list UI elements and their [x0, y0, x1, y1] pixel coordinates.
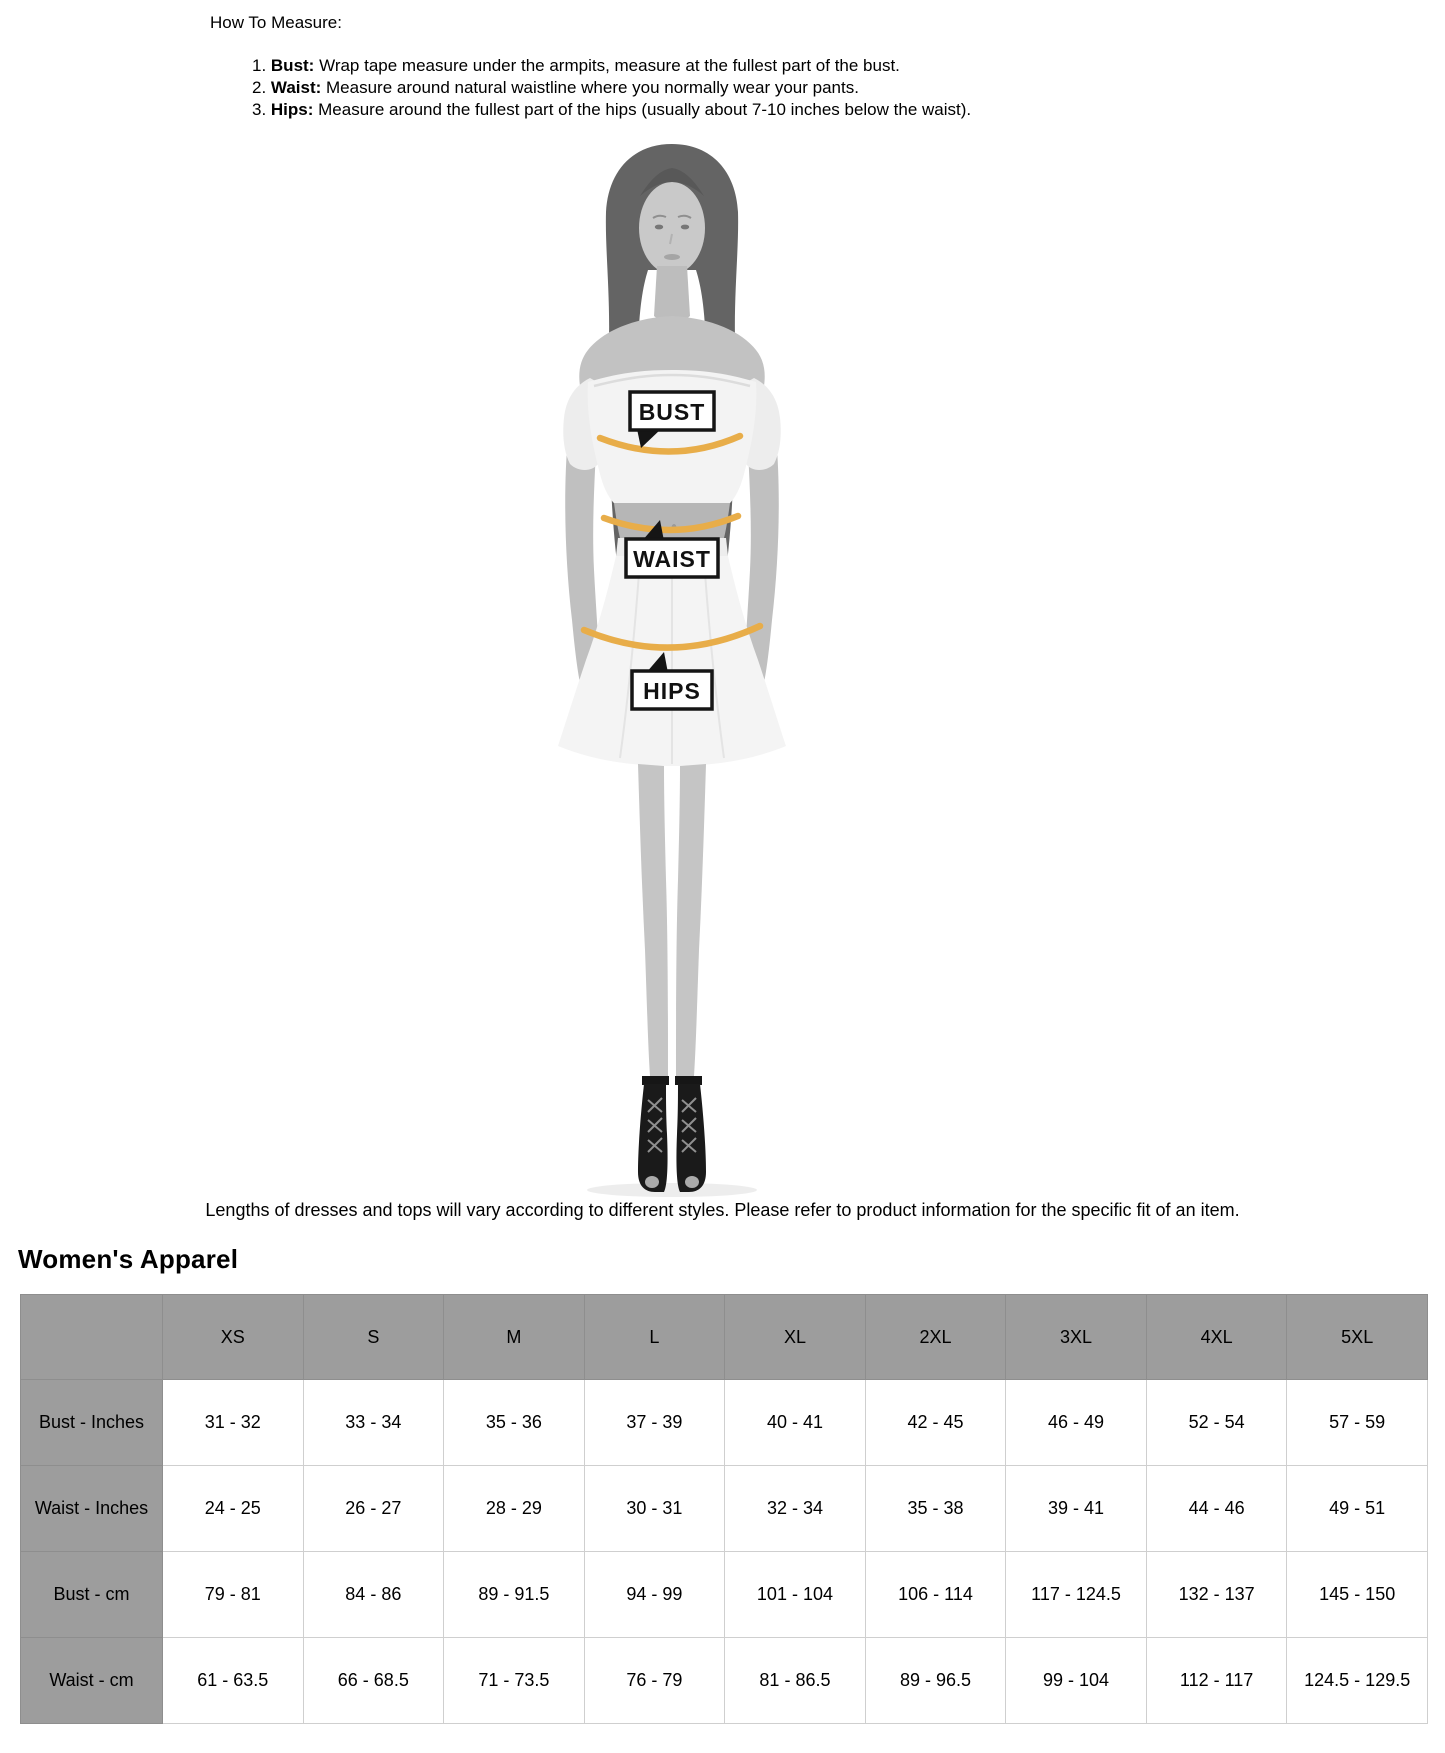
size-cell: 33 - 34 — [303, 1380, 444, 1466]
table-row-waist-cm — [21, 1638, 1428, 1724]
size-cell: 49 - 51 — [1287, 1466, 1428, 1552]
measure-step-waist — [252, 77, 971, 99]
size-cell: 35 - 36 — [444, 1380, 585, 1466]
size-cell: 76 - 79 — [584, 1638, 725, 1724]
size-cell: 81 - 86.5 — [725, 1638, 866, 1724]
size-cell: 30 - 31 — [584, 1466, 725, 1552]
size-cell: 89 - 91.5 — [444, 1552, 585, 1638]
size-table — [20, 1294, 1428, 1724]
table-row-bust-cm — [21, 1552, 1428, 1638]
model-face — [639, 182, 705, 274]
model-neck — [654, 266, 690, 322]
measurement-model-image — [462, 140, 882, 1200]
table-row-bust-inches — [21, 1380, 1428, 1466]
size-table-header-row — [21, 1295, 1428, 1380]
row-label-bust-cm: Bust - cm — [21, 1552, 163, 1638]
step-number: 1. — [252, 56, 271, 75]
size-cell: 132 - 137 — [1146, 1552, 1287, 1638]
model-figure-svg — [462, 140, 882, 1200]
size-cell: 39 - 41 — [1006, 1466, 1147, 1552]
col-header-s: S — [303, 1295, 444, 1380]
size-cell: 52 - 54 — [1146, 1380, 1287, 1466]
model-leg-right — [676, 764, 706, 1076]
size-cell: 24 - 25 — [163, 1466, 304, 1552]
size-cell: 66 - 68.5 — [303, 1638, 444, 1724]
size-cell: 44 - 46 — [1146, 1466, 1287, 1552]
measure-step-hips — [252, 99, 971, 121]
col-header-xl: XL — [725, 1295, 866, 1380]
model-eye-right — [681, 225, 689, 230]
section-title: Women's Apparel — [18, 1244, 239, 1274]
row-label-waist-cm: Waist - cm — [21, 1638, 163, 1724]
size-cell: 79 - 81 — [163, 1552, 304, 1638]
col-header-5xl: 5XL — [1287, 1295, 1428, 1380]
model-lips — [664, 254, 680, 260]
size-cell: 84 - 86 — [303, 1552, 444, 1638]
size-cell: 101 - 104 — [725, 1552, 866, 1638]
step-label: Hips: — [270, 100, 314, 119]
table-corner-cell — [21, 1295, 163, 1380]
size-cell: 28 - 29 — [444, 1466, 585, 1552]
size-cell: 106 - 114 — [865, 1552, 1006, 1638]
step-label: Waist: — [270, 78, 322, 97]
col-header-xs: XS — [163, 1295, 304, 1380]
hips-label-text: HIPS — [643, 678, 701, 704]
size-cell: 32 - 34 — [725, 1466, 866, 1552]
row-label-bust-inches: Bust - Inches — [21, 1380, 163, 1466]
size-cell: 35 - 38 — [865, 1466, 1006, 1552]
floor-shadow — [587, 1183, 757, 1197]
col-header-l: L — [584, 1295, 725, 1380]
bust-label-text: BUST — [638, 399, 706, 425]
size-cell: 145 - 150 — [1287, 1552, 1428, 1638]
model-leg-left — [638, 764, 668, 1076]
step-text: Measure around natural waistline where you normally wear your pants. — [321, 78, 859, 97]
size-cell: 89 - 96.5 — [865, 1638, 1006, 1724]
size-cell: 40 - 41 — [725, 1380, 866, 1466]
size-cell: 99 - 104 — [1006, 1638, 1147, 1724]
model-shoe-left — [638, 1076, 669, 1192]
step-text: Wrap tape measure under the armpits, measure at the fullest part of the bust. — [314, 56, 900, 75]
size-cell: 61 - 63.5 — [163, 1638, 304, 1724]
size-cell: 26 - 27 — [303, 1466, 444, 1552]
size-cell: 57 - 59 — [1287, 1380, 1428, 1466]
size-cell: 71 - 73.5 — [444, 1638, 585, 1724]
col-header-2xl: 2XL — [865, 1295, 1006, 1380]
step-label: Bust: — [270, 56, 315, 75]
step-text: Measure around the fullest part of the hips (usually about 7-10 inches below the waist). — [313, 100, 972, 119]
col-header-m: M — [444, 1295, 585, 1380]
waist-label-text: WAIST — [633, 546, 711, 572]
size-cell: 117 - 124.5 — [1006, 1552, 1147, 1638]
step-number: 2. — [252, 78, 271, 97]
measure-step-bust — [252, 55, 971, 77]
size-cell: 112 - 117 — [1146, 1638, 1287, 1724]
col-header-4xl: 4XL — [1146, 1295, 1287, 1380]
step-number: 3. — [252, 100, 271, 119]
size-cell: 37 - 39 — [584, 1380, 725, 1466]
fit-note: Lengths of dresses and tops will vary according to different styles. Please refer to product information for the specific fit of an item. — [205, 1200, 1240, 1220]
size-cell: 94 - 99 — [584, 1552, 725, 1638]
how-to-measure-title: How To Measure: — [210, 13, 342, 32]
how-to-measure-list — [252, 55, 971, 121]
size-cell: 124.5 - 129.5 — [1287, 1638, 1428, 1724]
model-shoe-right — [675, 1076, 706, 1192]
col-header-3xl: 3XL — [1006, 1295, 1147, 1380]
table-row-waist-inches — [21, 1466, 1428, 1552]
size-cell: 42 - 45 — [865, 1380, 1006, 1466]
size-cell: 46 - 49 — [1006, 1380, 1147, 1466]
model-eye-left — [655, 225, 663, 230]
size-cell: 31 - 32 — [163, 1380, 304, 1466]
row-label-waist-inches: Waist - Inches — [21, 1466, 163, 1552]
